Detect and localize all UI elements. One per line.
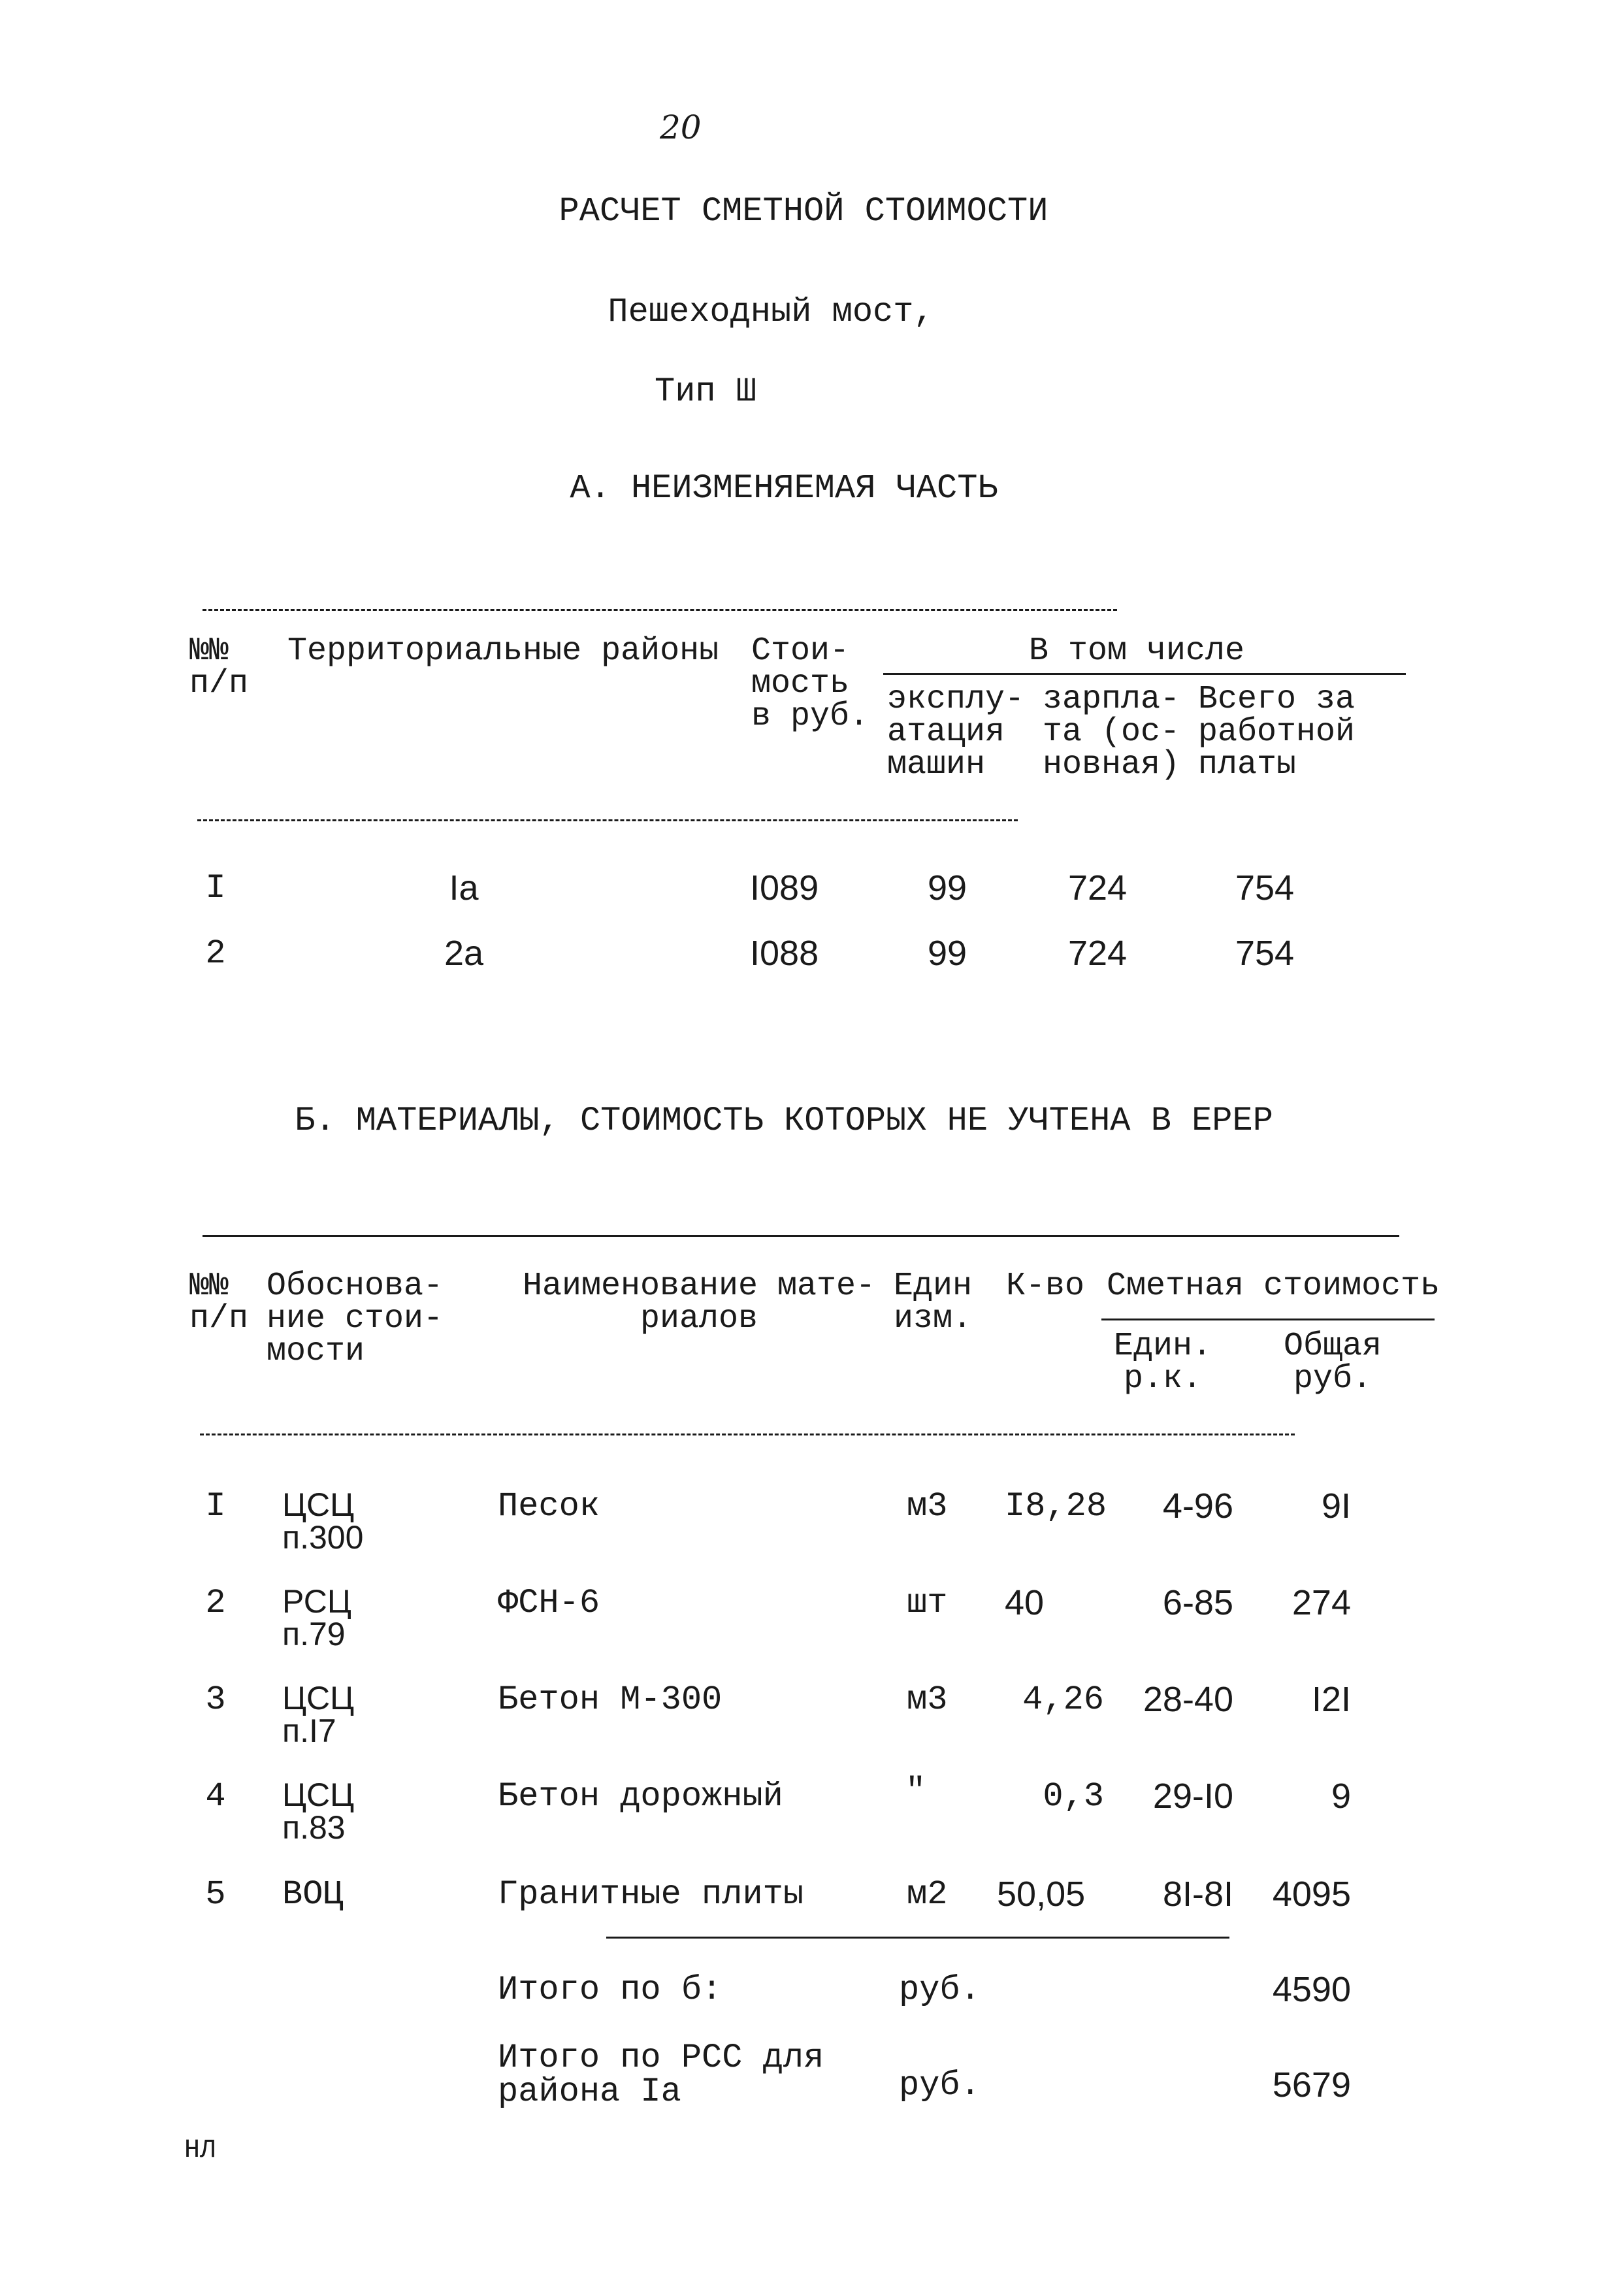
cell-num: I — [205, 869, 226, 908]
cell-total: 274 — [1291, 1583, 1351, 1622]
col-header-unit: Един изм. — [894, 1268, 973, 1337]
cell-basis: ЦСЦ п.83 — [282, 1777, 355, 1846]
cell-unit-price: 4-96 — [1162, 1486, 1233, 1526]
cell-basis: ЦСЦ п.I7 — [282, 1680, 355, 1749]
cell-unit-price: 6-85 — [1162, 1583, 1233, 1622]
col-header-name: Наименование мате- риалов — [522, 1268, 876, 1337]
total-value: 5679 — [1272, 2065, 1351, 2105]
cell-total: 4095 — [1272, 1875, 1351, 1914]
cell-region: Iа — [449, 868, 479, 908]
cell-name: Песок — [498, 1487, 600, 1526]
table-rule — [197, 819, 1018, 821]
document-subtitle: Пешеходный мост, — [608, 293, 934, 331]
col-header-num: №№ п/п — [189, 632, 249, 702]
col-header-basis: Обоснова- ние стои- мости — [267, 1268, 444, 1370]
cell-total: I2I — [1311, 1680, 1351, 1719]
cell-total-salary: 754 — [1235, 868, 1295, 908]
cell-num: 4 — [205, 1777, 226, 1816]
cell-salary: 724 — [1067, 934, 1128, 973]
cell-unit: " — [905, 1772, 926, 1811]
cell-qty: 50,05 — [997, 1875, 1086, 1914]
col-header-salary: зарпла- та (ос- новная) — [1043, 681, 1180, 783]
cell-cost: I089 — [750, 868, 819, 908]
col-header-unit-price: Един. р.к. — [1113, 1328, 1212, 1398]
col-header-est-cost: Сметная стоимость — [1107, 1268, 1440, 1305]
cell-unit-price: 8I-8I — [1162, 1875, 1233, 1914]
table-rule — [203, 1235, 1399, 1237]
table-rule — [883, 673, 1406, 675]
cell-total-salary: 754 — [1235, 934, 1295, 973]
cell-num: 2 — [205, 934, 226, 973]
col-header-total-salary: Всего за работной платы — [1198, 681, 1356, 783]
cell-basis: РСЦ п.79 — [282, 1583, 351, 1652]
footer-mark: НЛ — [184, 2136, 216, 2165]
cell-unit: м3 — [907, 1487, 948, 1526]
cell-num: 2 — [205, 1584, 226, 1622]
col-header-total: Общая руб. — [1283, 1328, 1382, 1398]
table-rule — [1101, 1319, 1435, 1320]
cell-name: ФСН-6 — [498, 1584, 600, 1622]
cell-region: 2а — [444, 934, 484, 973]
cell-unit-price: 29-I0 — [1152, 1777, 1233, 1816]
table-rule — [203, 609, 1117, 611]
section-a-heading: А. НЕИЗМЕНЯЕМАЯ ЧАСТЬ — [570, 469, 998, 508]
cell-unit-price: 28-40 — [1143, 1680, 1233, 1719]
cell-basis: ВОЦ — [282, 1875, 344, 1914]
col-header-num: №№ п/п — [189, 1268, 249, 1337]
table-rule — [606, 1937, 1229, 1939]
cell-cost: I088 — [750, 934, 819, 973]
cell-name: Гранитные плиты — [498, 1875, 804, 1914]
total-label: Итого по б: — [498, 1971, 723, 2009]
page-number: 20 — [660, 108, 702, 146]
cell-qty: 4,26 — [1022, 1680, 1104, 1719]
total-label: Итого по РСС для района Iа — [498, 2039, 824, 2111]
cell-num: 3 — [205, 1680, 226, 1719]
col-header-cost: Стои- мость в руб. — [751, 632, 869, 735]
cell-qty: 0,3 — [1043, 1777, 1104, 1816]
total-unit: руб. — [899, 1971, 981, 2009]
cell-name: Бетон М-300 — [498, 1680, 723, 1719]
cell-unit: м2 — [907, 1875, 948, 1914]
section-b-heading: Б. МАТЕРИАЛЫ, СТОИМОСТЬ КОТОРЫХ НЕ УЧТЕНА В ЕРЕР — [295, 1102, 1273, 1140]
cell-machines: 99 — [927, 868, 967, 908]
cell-qty: I8,28 — [1005, 1487, 1107, 1526]
table-rule — [200, 1434, 1295, 1435]
col-header-qty: К-во — [1006, 1268, 1085, 1305]
col-header-region: Территориальные районы — [287, 632, 719, 670]
cell-basis: ЦСЦ п.300 — [282, 1486, 364, 1556]
type-label: Тип Ш — [654, 372, 757, 411]
cell-total: 9 — [1331, 1777, 1351, 1816]
cell-machines: 99 — [927, 934, 967, 973]
cell-salary: 724 — [1067, 868, 1128, 908]
cell-unit: шт — [907, 1584, 948, 1622]
cell-unit: м3 — [907, 1680, 948, 1719]
col-header-incl: В том числе — [1028, 632, 1245, 670]
cell-num: I — [205, 1487, 226, 1526]
total-value: 4590 — [1272, 1970, 1351, 2009]
total-unit: руб. — [899, 2066, 981, 2105]
page-title: РАСЧЕТ СМЕТНОЙ СТОИМОСТИ — [559, 192, 1048, 231]
cell-qty: 40 — [1005, 1583, 1045, 1622]
col-header-machines: эксплу- атация машин — [887, 681, 1025, 783]
cell-name: Бетон дорожный — [498, 1777, 783, 1816]
cell-num: 5 — [205, 1875, 226, 1914]
cell-total: 9I — [1321, 1486, 1351, 1526]
